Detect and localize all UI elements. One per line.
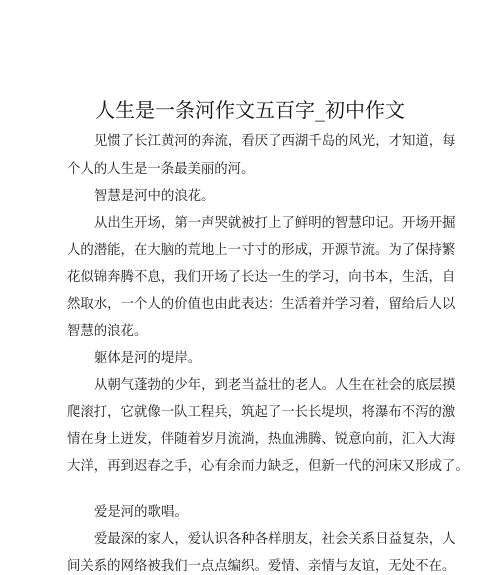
paragraph-line: 人的潜能，在大脑的荒地上一寸寸的形成，开源节流。为了保持繁 [67, 243, 456, 258]
paragraph-line: 大洋，再到迟春之手，心有余而力缺乏，但新一代的河床又形成了。 [67, 459, 469, 474]
paragraph-line: 间关系的网络被我们一点点编织。爱情、亲情与友谊，无处不在。 [67, 559, 456, 574]
paragraph-line: 然取水，一个人的价值也由此表达：生活着并学习着，留给后人以 [67, 297, 456, 312]
paragraph-line: 个人的人生是一条最美丽的河。 [67, 162, 255, 177]
paragraph-line: 躯体是河的堤岸。 [94, 351, 202, 366]
paragraph-line: 智慧的浪花。 [67, 324, 148, 339]
paragraph-line: 爱是河的歌唱。 [94, 505, 188, 520]
document-title: 人生是一条河作文五百字_初中作文 [95, 98, 405, 122]
paragraph-line: 从出生开场，第一声哭就被打上了鲜明的智慧印记。开场开掘 [94, 216, 456, 231]
paragraph-line: 智慧是河中的浪花。 [94, 189, 215, 204]
paragraph-line: 情在身上迸发，伴随着岁月流淌，热血沸腾、锐意向前，汇入大海 [67, 432, 456, 447]
paragraph-line: 爬滚打，它就像一队工程兵，筑起了一长长堤坝，将瀑布不泻的激 [67, 405, 456, 420]
paragraph-line: 爱最深的家人，爱认识各种各样朋友，社会关系日益复杂，人 [94, 532, 456, 547]
paragraph-line: 花似锦奔腾不息，我们开场了长达一生的学习，向书本，生活，自 [67, 270, 456, 285]
paragraph-line: 从朝气蓬勃的少年，到老当益壮的老人。人生在社会的底层摸 [94, 378, 456, 393]
paragraph-line: 见惯了长江黄河的奔流，看厌了西湖千岛的风光，才知道，每 [94, 134, 456, 149]
